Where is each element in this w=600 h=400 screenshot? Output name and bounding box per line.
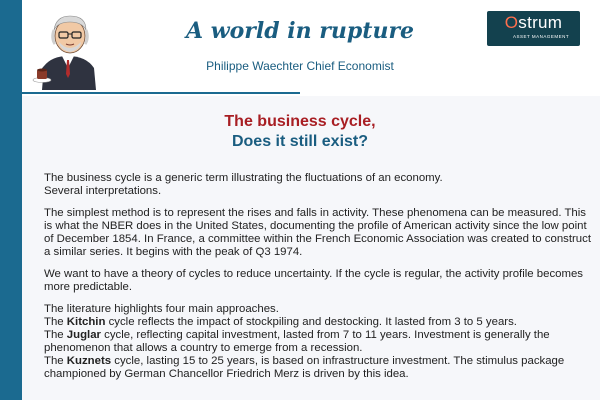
logo-initial: O xyxy=(504,13,519,32)
kuznets-name: Kuznets xyxy=(66,355,112,367)
juglar-text: cycle, reflecting capital investment, lasted from 7 to 11 years. Investment is generally the phenomenon that allows a country to emerge from a recession. xyxy=(44,329,550,354)
logo-wordmark: strum xyxy=(518,13,563,32)
kitchin-name: Kitchin xyxy=(66,316,106,328)
logo-tagline: ASSET MANAGEMENT xyxy=(513,34,570,39)
article-body xyxy=(44,172,592,381)
economist-caricature-icon xyxy=(30,8,106,90)
section-title-line1: The business cycle, xyxy=(224,113,376,130)
paragraph-kuznets xyxy=(44,355,592,381)
ostrum-logo xyxy=(487,11,580,46)
paragraph-theory: We want to have a theory of cycles to reduce uncertainty. If the cycle is regular, the activity profile becomes more predictable. xyxy=(44,268,583,293)
paragraph-intro xyxy=(44,172,592,198)
header-divider xyxy=(22,92,300,94)
paragraph-kitchin xyxy=(44,316,592,329)
paragraph-approaches: The literature highlights four main approaches. xyxy=(44,303,279,315)
logo-name xyxy=(487,11,580,33)
juglar-prefix: The xyxy=(44,329,67,341)
kuznets-prefix: The xyxy=(44,355,67,367)
author-subtitle: Philippe Waechter Chief Economist xyxy=(206,59,394,73)
kuznets-text: cycle, lasting 15 to 25 years, is based on infrastructure investment. The stimulus package championed by German Chancellor Friedrich Merz is driven by this idea. xyxy=(44,355,565,380)
section-title-line2: Does it still exist? xyxy=(231,133,369,150)
paragraph-measurement: The simplest method is to represent the rises and falls in activity. These phenomena can be measured. This is what the NBER does in the United States, documenting the profile of American activity since the low point of December 1854. In France, a committee within the French Economic Association was created to construct a similar series. It begins with the peak of Q3 1974. xyxy=(44,207,592,258)
left-accent-bar xyxy=(0,0,22,400)
intro-line1: The business cycle is a generic term illustrating the fluctuations of an economy. xyxy=(44,172,443,184)
paragraph-juglar xyxy=(44,329,592,355)
juglar-name: Juglar xyxy=(66,329,101,341)
section-title xyxy=(150,112,450,152)
page-title: A world in rupture xyxy=(185,18,415,44)
kitchin-prefix: The xyxy=(44,316,67,328)
kitchin-text: cycle reflects the impact of stockpiling and destocking. It lasted from 3 to 5 years. xyxy=(105,316,517,328)
intro-line2: Several interpretations. xyxy=(44,185,162,197)
